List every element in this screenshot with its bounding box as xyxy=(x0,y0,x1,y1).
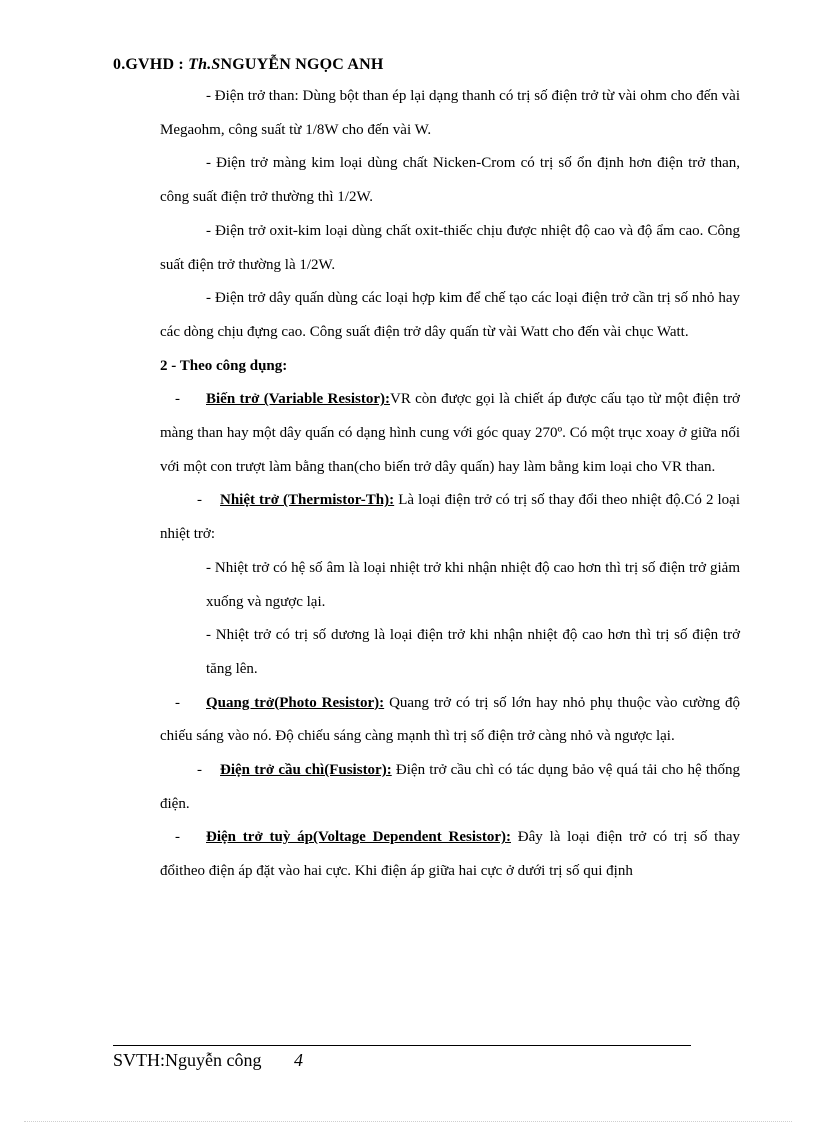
text-variable-resistor: VR còn được gọi là chiết áp được cấu tạo từ một điện trở màng than hay một dây quấn có dạng hình cung với góc quay 270º. Có một trục xoay ở giữa nối với một con trượt làm bằng than(cho biến trở dây quấn) hay làm bằng kim loại cho VR than. xyxy=(160,391,740,475)
paragraph-metal-oxide-resistor: - Điện trở oxit-kim loại dùng chất oxit-thiếc chịu được nhiệt độ cao và độ ẩm cao. Công suất điện trở thường là 1/2W. xyxy=(160,222,740,273)
item-fusistor xyxy=(160,754,740,821)
text-photo-resistor: Quang trở có trị số lớn hay nhỏ phụ thuộc vào cường độ chiếu sáng vào nó. Độ chiếu sáng càng mạnh thì trị số điện trở càng nhỏ và ngược lại. xyxy=(160,694,741,745)
section-heading: 2 - Theo công dụng: xyxy=(160,357,288,374)
header-title-abbr: Th.S xyxy=(188,56,221,73)
page-header xyxy=(113,56,384,74)
paragraph-carbon-resistor: - Điện trở than: Dùng bột than ép lại dạng thanh có trị số điện trở từ vài ohm cho đến vài Megaohm, công suất từ 1/8W cho đến vài W. xyxy=(160,88,740,138)
page-footer xyxy=(113,1050,303,1071)
bullet-dash: - xyxy=(175,694,180,711)
header-prefix: 0.GVHD : xyxy=(113,56,184,73)
bullet-dash: - xyxy=(175,391,180,408)
text-voltage-dependent-resistor: Đây là loại điện trở có trị số thay đổitheo điện áp đặt vào hai cực. Khi điện áp giữa hai cực ở dưới trị số qui định xyxy=(160,829,740,880)
text-fusistor: Điện trở cầu chì có tác dụng bảo vệ quá tải cho hệ thống điện. xyxy=(160,762,740,812)
text-thermistor: Là loại điện trở có trị số thay đổi theo nhiệt độ.Có 2 loại nhiệt trở: xyxy=(160,492,740,543)
bullet-dash: - xyxy=(175,829,180,846)
term-photo-resistor: Quang trở(Photo Resistor): xyxy=(206,694,385,711)
paragraph-wirewound-resistor: - Điện trở dây quấn dùng các loại hợp kim để chế tạo các loại điện trở cần trị số nhỏ hay các dòng chịu đựng cao. Công suất điện trở dây quấn từ vài Watt cho đến vài chục Watt. xyxy=(160,290,740,340)
page-number: 4 xyxy=(293,1050,303,1070)
paragraph-metal-film-resistor: - Điện trở màng kim loại dùng chất Nicken-Crom có trị số ổn định hơn điện trở than, công suất điện trở thường thì 1/2W. xyxy=(160,155,740,206)
page-edge-divider xyxy=(24,1121,792,1122)
term-thermistor: Nhiệt trở (Thermistor-Th): xyxy=(220,492,395,509)
term-voltage-dependent-resistor: Điện trở tuỳ áp(Voltage Dependent Resistor): xyxy=(206,829,511,846)
item-voltage-dependent-resistor xyxy=(160,821,740,888)
header-name: NGUYỄN NGỌC ANH xyxy=(220,56,384,73)
term-variable-resistor: Biến trở (Variable Resistor): xyxy=(206,391,390,408)
footer-author: SVTH:Nguyễn công xyxy=(113,1050,262,1070)
bullet-dash: - xyxy=(197,762,202,779)
thermistor-ptc: - Nhiệt trở có trị số dương là loại điện trở khi nhận nhiệt độ cao hơn thì trị số điện trở tăng lên. xyxy=(206,627,740,677)
item-photo-resistor xyxy=(160,687,740,754)
footer-divider xyxy=(113,1045,691,1046)
thermistor-ntc: - Nhiệt trở có hệ số âm là loại nhiệt trở khi nhận nhiệt độ cao hơn thì trị số điện trở giảm xuống và ngược lại. xyxy=(206,559,740,610)
term-fusistor: Điện trở cầu chì(Fusistor): xyxy=(220,762,392,779)
bullet-dash: - xyxy=(197,492,202,509)
document-body xyxy=(160,80,740,889)
item-variable-resistor xyxy=(160,383,740,484)
item-thermistor xyxy=(160,484,740,551)
